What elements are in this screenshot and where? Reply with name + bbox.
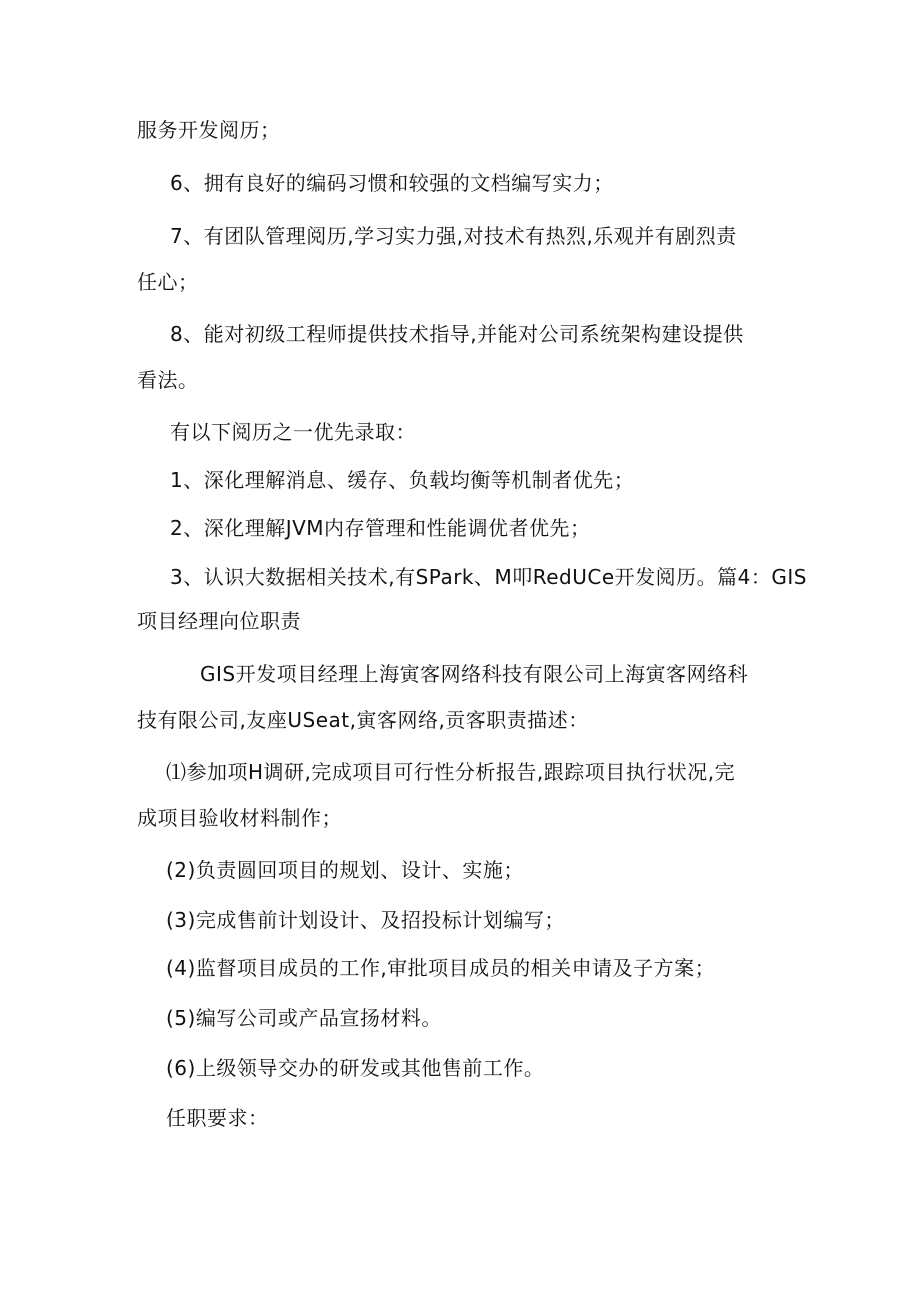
text-line-12: GIS开发项目经理上海寅客网络科技有限公司上海寅客网络科 bbox=[200, 662, 749, 686]
text-line-10: 3、认识大数据相关技术,有SPark、M叩RedUCe开发阅历。篇4：GIS bbox=[170, 565, 807, 589]
text-line-3: 7、有团队管理阅历,学习实力强,对技术有热烈,乐观并有剧烈责 bbox=[170, 224, 737, 248]
text-line-14: ⑴参加项H调研,完成项目可行性分析报告,跟踪项目执行状况,完 bbox=[166, 760, 736, 784]
text-line-2: 6、拥有良好的编码习惯和较强的文档编写实力； bbox=[170, 171, 614, 195]
text-line-4: 任心； bbox=[137, 270, 199, 294]
text-line-20: (6)上级领导交办的研发或其他售前工作。 bbox=[166, 1056, 545, 1080]
text-line-18: (4)监督项目成员的工作,审批项目成员的相关申请及子方案； bbox=[166, 956, 716, 980]
text-line-13: 技有限公司,友座USeat,寅客网络,贡客职责描述： bbox=[137, 708, 589, 732]
text-line-5: 8、能对初级工程师提供技术指导,并能对公司系统架构建设提供 bbox=[170, 322, 744, 346]
text-line-6: 看法。 bbox=[137, 368, 199, 392]
text-line-1: 服务开发阅历； bbox=[137, 118, 281, 142]
text-line-8: 1、深化理解消息、缓存、负载均衡等机制者优先； bbox=[170, 468, 635, 492]
text-line-17: (3)完成售前计划设计、及招投标计划编写； bbox=[166, 908, 565, 932]
text-line-16: (2)负责圆回项目的规划、设计、实施； bbox=[166, 858, 524, 882]
text-line-7: 有以下阅历之一优先录取： bbox=[170, 420, 416, 444]
text-line-21: 任职要求： bbox=[166, 1106, 269, 1130]
text-line-19: (5)编写公司或产品宣扬材料。 bbox=[166, 1006, 442, 1030]
text-line-9: 2、深化理解JVM内存管理和性能调优者优先； bbox=[170, 516, 591, 540]
text-line-11: 项目经理向位职责 bbox=[137, 609, 301, 633]
text-line-15: 成项目验收材料制作； bbox=[137, 806, 342, 830]
